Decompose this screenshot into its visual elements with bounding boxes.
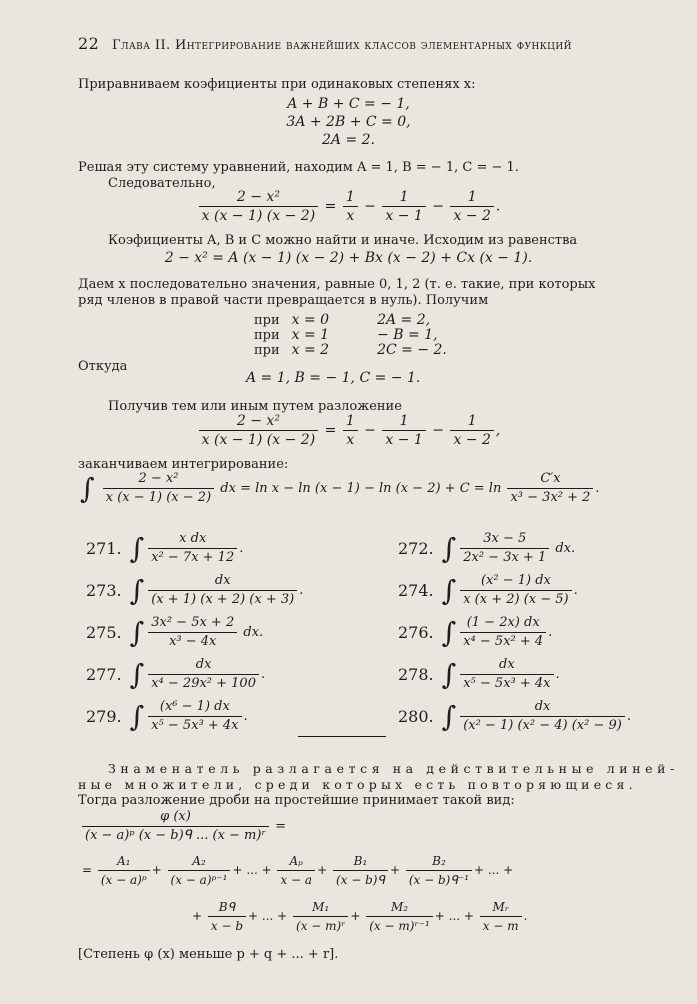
exercise-278: 278. ∫ $\frac{dx}{\text{x⁵ − 5x³ + 4x}}$ . xyxy=(398,657,560,691)
page-number: 22 xyxy=(78,34,100,53)
integral-result: ∫ $\frac{\text{2 − x²}}{x (x - 1) (x - 2)}$ dx = ln x − ln (x − 1) − ln (x − 2) + C = ln $\frac{C'x}{\text{x³ − 3x² + 2}}$ . xyxy=(80,471,600,505)
fraction: $\frac{1}{x}$ xyxy=(343,188,358,225)
decomposition-equation-1: $\frac{\text{2 − x²}}{x (x - 1) (x - 2)}$ = $\frac{1}{x}$ − $\frac{1}{x - 1}$ − $\frac{1}{x - 2}$ . xyxy=(0,188,697,225)
exercise-273: 273. ∫ $\frac{dx}{(x + 1) (x + 2) (x + 3)}$ . xyxy=(86,573,304,607)
exercise-275: 275. ∫ $\frac{\text{3x² − 5x + 2}}{\text{x³ − 4x}}$ dx. xyxy=(86,615,264,649)
expansion-line-2: + $\frac{\text{Bᑫ}}{x - b}$ + ... + $\frac{\text{M₁}}{\text{(x − m)ʳ}}$ + $\frac{\text{M₂}}{\text{(x − m)ʳ⁻¹}}$ + ... + $\frac{\text{Mᵣ}}{x - m}$ . xyxy=(192,900,528,933)
fraction: $\frac{\text{2 − x²}}{x (x - 1) (x - 2)}$ xyxy=(103,470,214,507)
exercise-276: 276. ∫ $\frac{(1 - 2x) dx}{\text{x⁴ − 5x² + 4}}$ . xyxy=(398,615,553,649)
paragraph-hence: Следовательно, xyxy=(108,176,216,191)
exercise-280: 280. ∫ $\frac{dx}{\text{(x² − 1) (x² − 4) (x² − 9)}}$ . xyxy=(398,699,631,733)
table-row: при x = 1 − B = 1, xyxy=(254,327,438,343)
section-divider xyxy=(298,736,386,737)
exercise-271: 271. ∫ $\frac{\text{x dx}}{\text{x² − 7x + 12}}$ . xyxy=(86,531,244,565)
system-line-2: 3A + 2B + C = 0, xyxy=(286,114,411,130)
fraction: $\frac{C'x}{\text{x³ − 3x² + 2}}$ xyxy=(507,470,593,507)
fraction: $\frac{1}{x - 2}$ xyxy=(450,188,493,225)
paragraph-finish: заканчиваем интегрирование: xyxy=(78,457,289,472)
paragraph-having-obtained: Получив тем или иным путем разложение xyxy=(108,399,402,414)
system-line-3: 2A = 2. xyxy=(321,132,375,148)
fraction: $\frac{1}{x - 2}$ xyxy=(450,412,493,449)
chapter-title: Глава II. Интегрирование важнейших классов элементарных функций xyxy=(112,38,572,53)
paragraph-otherwise: Коэфициенты A, B и C можно найти и иначе. Исходим из равенства xyxy=(108,233,578,248)
exercise-279: 279. ∫ $\frac{\text{(x⁶ − 1) dx}}{\text{x⁵ − 5x³ + 4x}}$ . xyxy=(86,699,248,733)
table-row: при x = 2 2C = − 2. xyxy=(254,342,447,358)
paragraph-degree-note: [Степень φ (x) меньше p + q + ... + r]. xyxy=(78,947,339,962)
general-fraction: $\frac{\varphi (x)}{\text{(x − a)ᵖ (x − b)ᑫ ... (x − m)ʳ}}$ = xyxy=(80,808,286,845)
page-header xyxy=(78,34,678,53)
paragraph-solve: Решая эту систему уравнений, находим A = 1, B = − 1, C = − 1. xyxy=(78,160,519,175)
paragraph-values-2: ряд членов в правой части превращается в нуль). Получим xyxy=(78,293,489,308)
paragraph-equate: Приравниваем коэфициенты при одинаковых степенях x: xyxy=(78,77,476,92)
coefficients-result: A = 1, B = − 1, C = − 1. xyxy=(246,370,421,386)
paragraph-decomposition-form: Тогда разложение дроби на простейшие принимает такой вид: xyxy=(78,793,515,808)
expansion-line-1: = $\frac{\text{A₁}}{\text{(x − a)ᵖ}}$ + $\frac{\text{A₂}}{\text{(x − a)ᵖ⁻¹}}$ + ... + $\frac{\text{Aₚ}}{x - a}$ + $\frac{\text{B₁}}{\text{(x − b)ᑫ}}$ + $\frac{\text{B₂}}{\text{(x − b)ᑫ⁻¹}}$ + ... + xyxy=(82,854,514,887)
decomposition-equation-2: $\frac{\text{2 − x²}}{x (x - 1) (x - 2)}$ = $\frac{1}{x}$ − $\frac{1}{x - 1}$ − $\frac{1}{x - 2}$ , xyxy=(0,412,697,449)
exercise-277: 277. ∫ $\frac{dx}{\text{x⁴ − 29x² + 100}}$ . xyxy=(86,657,266,691)
fraction: $\frac{\text{2 − x²}}{x (x - 1) (x - 2)}$ xyxy=(199,412,319,449)
substitution-table xyxy=(250,313,455,358)
fraction: $\frac{1}{x}$ xyxy=(343,412,358,449)
table-row: при x = 0 2A = 2, xyxy=(254,312,431,328)
exercise-274: 274. ∫ $\frac{\text{(x² − 1) dx}}{x (x + 2) (x - 5)}$ . xyxy=(398,573,578,607)
paragraph-denominator-1: Знаменатель разлагается на действительные линей- xyxy=(108,761,679,776)
identity-equation: 2 − x² = A (x − 1) (x − 2) + Bx (x − 2) + Cx (x − 1). xyxy=(164,250,533,266)
system-line-1: A + B + C = − 1, xyxy=(287,96,410,112)
fraction: $\frac{1}{x - 1}$ xyxy=(382,412,425,449)
paragraph-whence: Откуда xyxy=(78,359,128,374)
exercise-272: 272. ∫ $\frac{3x - 5}{\text{2x² − 3x + 1}}$ dx. xyxy=(398,531,576,565)
paragraph-denominator-2: ные множители, среди которых есть повторяющиеся. xyxy=(78,777,637,792)
fraction: $\frac{\text{2 − x²}}{x (x - 1) (x - 2)}$ xyxy=(199,188,319,225)
paragraph-values-1: Даем x последовательно значения, равные 0, 1, 2 (т. е. такие, при которых xyxy=(78,277,596,292)
fraction: $\frac{1}{x - 1}$ xyxy=(382,188,425,225)
